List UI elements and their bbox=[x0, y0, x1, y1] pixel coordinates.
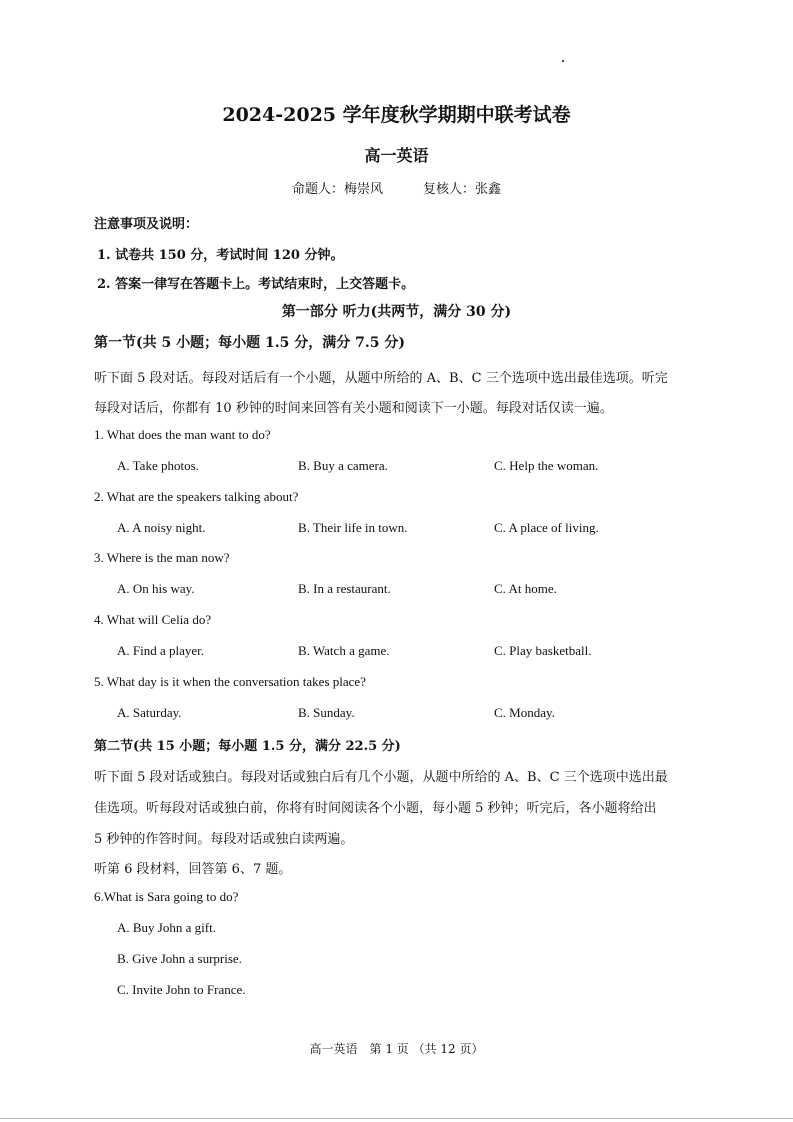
notice-item: 1. 试卷共 150 分，考试时间 120 分钟。 bbox=[97, 248, 344, 263]
footer-page: 第 1 页 （共 12 页） bbox=[369, 1042, 484, 1056]
instruction-line: 佳选项。听每段对话或独白前，你将有时间阅读各个小题，每小题 5 秒钟；听完后，各小题将给出 bbox=[94, 801, 657, 816]
option-a: A. Take photos. bbox=[117, 458, 199, 473]
option-a: A. Find a player. bbox=[117, 643, 205, 658]
part-heading: 第一部分 听力(共两节，满分 30 分) bbox=[281, 304, 512, 320]
option-c: C. Help the woman. bbox=[494, 458, 599, 473]
question-stem: 6.What is Sara going to do? bbox=[94, 889, 239, 904]
question-stem: 3. Where is the man now? bbox=[94, 550, 230, 565]
option-b: B. Buy a camera. bbox=[298, 458, 388, 473]
option-b: B. Give John a surprise. bbox=[117, 951, 242, 966]
page-bottom-line bbox=[0, 1118, 793, 1119]
option-b: B. In a restaurant. bbox=[298, 581, 391, 596]
instruction-line: 听下面 5 段对话或独白。每段对话或独白后有几个小题，从题中所给的 A、B、C 三个选项中选出最 bbox=[94, 770, 668, 785]
notice-heading: 注意事项及说明： bbox=[94, 217, 199, 232]
option-b: B. Their life in town. bbox=[298, 520, 408, 535]
instruction-line: 每段对话后，你都有 10 秒钟的时间来回答有关小题和阅读下一小题。每段对话仅读一遍。 bbox=[94, 401, 613, 416]
notice-item: 2. 答案一律写在答题卡上。考试结束时，上交答题卡。 bbox=[97, 277, 415, 292]
setter: 命题人：梅崇风 bbox=[291, 182, 383, 197]
scan-dot bbox=[562, 60, 564, 62]
question-stem: 2. What are the speakers talking about? bbox=[94, 489, 299, 504]
question-stem: 4. What will Celia do? bbox=[94, 612, 212, 627]
material-line: 听第 6 段材料，回答第 6、7 题。 bbox=[94, 862, 292, 877]
option-b: B. Sunday. bbox=[298, 705, 355, 720]
instruction-line: 听下面 5 段对话。每段对话后有一个小题，从题中所给的 A、B、C 三个选项中选出最佳选项。听完 bbox=[94, 371, 668, 386]
option-c: C. Invite John to France. bbox=[117, 982, 246, 997]
option-a: A. Buy John a gift. bbox=[117, 920, 216, 935]
option-a: A. A noisy night. bbox=[117, 520, 206, 535]
question-stem: 1. What does the man want to do? bbox=[94, 427, 271, 442]
page-footer bbox=[0, 1040, 793, 1057]
option-b: B. Watch a game. bbox=[298, 643, 390, 658]
reviewer: 复核人：张鑫 bbox=[423, 182, 502, 197]
question-stem: 5. What day is it when the conversation takes place? bbox=[94, 674, 366, 689]
footer-subject: 高一英语 bbox=[309, 1042, 358, 1056]
author-line bbox=[0, 178, 793, 197]
section-heading: 第二节(共 15 小题；每小题 1.5 分，满分 22.5 分) bbox=[94, 739, 401, 754]
subject-title: 高一英语 bbox=[364, 146, 429, 165]
option-c: C. Play basketball. bbox=[494, 643, 592, 658]
option-c: C. A place of living. bbox=[494, 520, 599, 535]
option-c: C. At home. bbox=[494, 581, 557, 596]
option-a: A. Saturday. bbox=[117, 705, 182, 720]
section-heading: 第一节(共 5 小题；每小题 1.5 分，满分 7.5 分) bbox=[94, 335, 405, 351]
option-a: A. On his way. bbox=[117, 581, 195, 596]
exam-title: 2024-2025 学年度秋学期期中联考试卷 bbox=[222, 104, 571, 126]
instruction-line: 5 秒钟的作答时间。每段对话或独白读两遍。 bbox=[94, 832, 354, 847]
option-c: C. Monday. bbox=[494, 705, 555, 720]
